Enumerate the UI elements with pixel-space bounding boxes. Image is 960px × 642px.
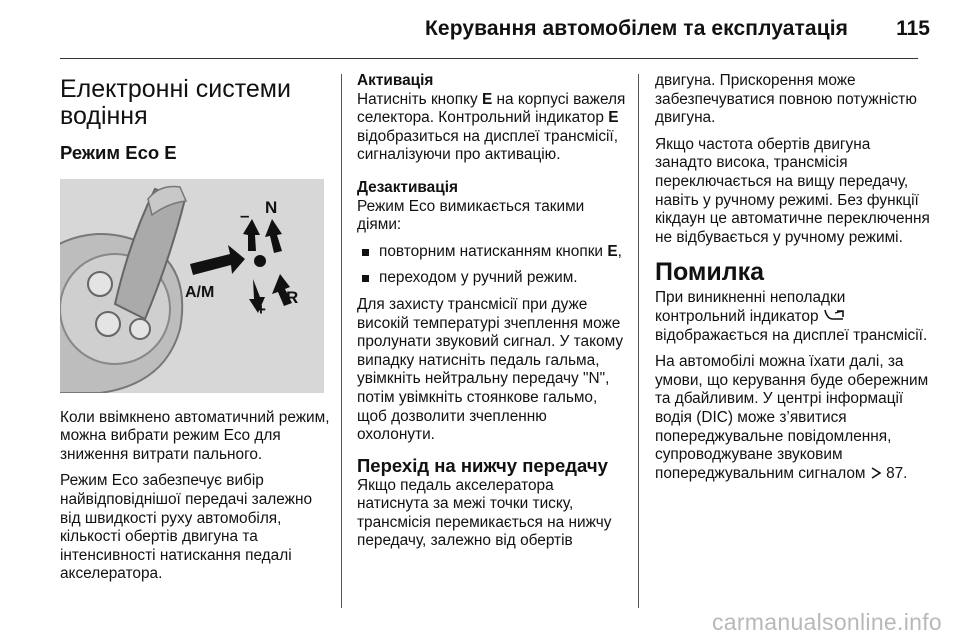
label-r: R — [286, 287, 299, 307]
fault-heading: Помилка — [655, 258, 765, 287]
section-heading: Електронні системи водіння — [60, 75, 291, 130]
label-n: N — [265, 197, 278, 217]
paragraph: На автомобілі можна їхати далі, за умови, що керування буде обережним та дбайливим. У центрі інформації водія (DIC) може з’явитися попереджувальне повідомлення, супроводжуване звуковим попереджувальним сигналом — [655, 353, 929, 482]
deactivation-text: Режим Eco вимикається такими діями: — [357, 197, 585, 234]
activation-title: Активація — [357, 72, 434, 89]
indicator-e-icon: E — [608, 109, 619, 127]
column-divider-1 — [341, 74, 342, 608]
paragraph: Коли ввімкнено автоматичний режим, можна вибрати режим Eco для зниження витрати пального. — [60, 408, 330, 463]
key-e: E — [481, 90, 493, 108]
paragraph: двигуна. Прискорення може забезпечуватися повною потужністю двигуна. — [655, 72, 917, 127]
column-divider-2 — [638, 74, 639, 608]
downshift-heading: Перехід на нижчу передачу — [357, 454, 608, 476]
bullet-icon — [362, 249, 369, 256]
fault-text-b: відображається на дисплеї трансмісії. — [655, 326, 928, 344]
watermark: carmanualsonline.info — [711, 609, 942, 635]
deactivation-title: Дезактивація — [357, 178, 458, 196]
gear-fault-icon — [823, 308, 845, 322]
list-item: повторним натисканням кнопки E, — [357, 243, 629, 262]
paragraph: Якщо педаль акселератора натиснута за межі точки тиску, трансмісія перемикається на нижчу передачу, залежно від обертів — [357, 476, 612, 550]
fault-text-a: При виникненні неполадки контрольний індикатор — [655, 289, 846, 325]
bullet-icon — [362, 275, 369, 282]
column-1 — [60, 70, 330, 592]
paragraph: Для захисту трансмісії при дуже високій температурі зчеплення може пролунати звуковий сигнал. У такому випадку натисніть педаль гальма, увімкніть нейтральну передачу "N", потім увімкніть стоянкове гальмо, щоб дозволити зчепленню охолонути. — [357, 295, 624, 444]
gear-selector-illustration — [60, 179, 324, 393]
label-minus: – — [240, 205, 250, 225]
column-3 — [655, 72, 930, 491]
list-item: переходом у ручний режим. — [357, 269, 629, 288]
label-plus: + — [256, 299, 266, 319]
key-e: E — [607, 242, 618, 260]
page-number: 115 — [896, 17, 930, 40]
label-am: A/M — [185, 283, 215, 301]
eco-mode-heading: Режим Eco E — [60, 142, 177, 163]
page-header — [0, 0, 960, 58]
activation-text-b: на корпусі важеля селектора. Контрольний індикатор — [357, 90, 626, 127]
chapter-title: Керування автомобілем та експлуатація — [425, 17, 848, 40]
activation-text-c: відобразиться на дисплеї трансмісії, сигналізуючи про активацію. — [357, 127, 618, 164]
column-2 — [357, 72, 629, 559]
page-reference-icon — [870, 467, 882, 479]
page-reference[interactable]: 87. — [886, 464, 908, 482]
paragraph: Якщо частота обертів двигуна занадто висока, трансмісія переключається на вищу передачу, навіть у ручному режимі. Без функції кікдаун це автоматичне переключення не відбувається у ручному режимі. — [655, 135, 930, 246]
header-divider — [60, 58, 918, 59]
paragraph: Режим Eco забезпечує вибір найвідповіднішої передачі залежно від швидкості руху автомобіля, кількості обертів двигуна та інтенсивності натискання педалі акселератора. — [60, 472, 313, 583]
activation-text-a: Натисніть кнопку — [357, 90, 478, 108]
